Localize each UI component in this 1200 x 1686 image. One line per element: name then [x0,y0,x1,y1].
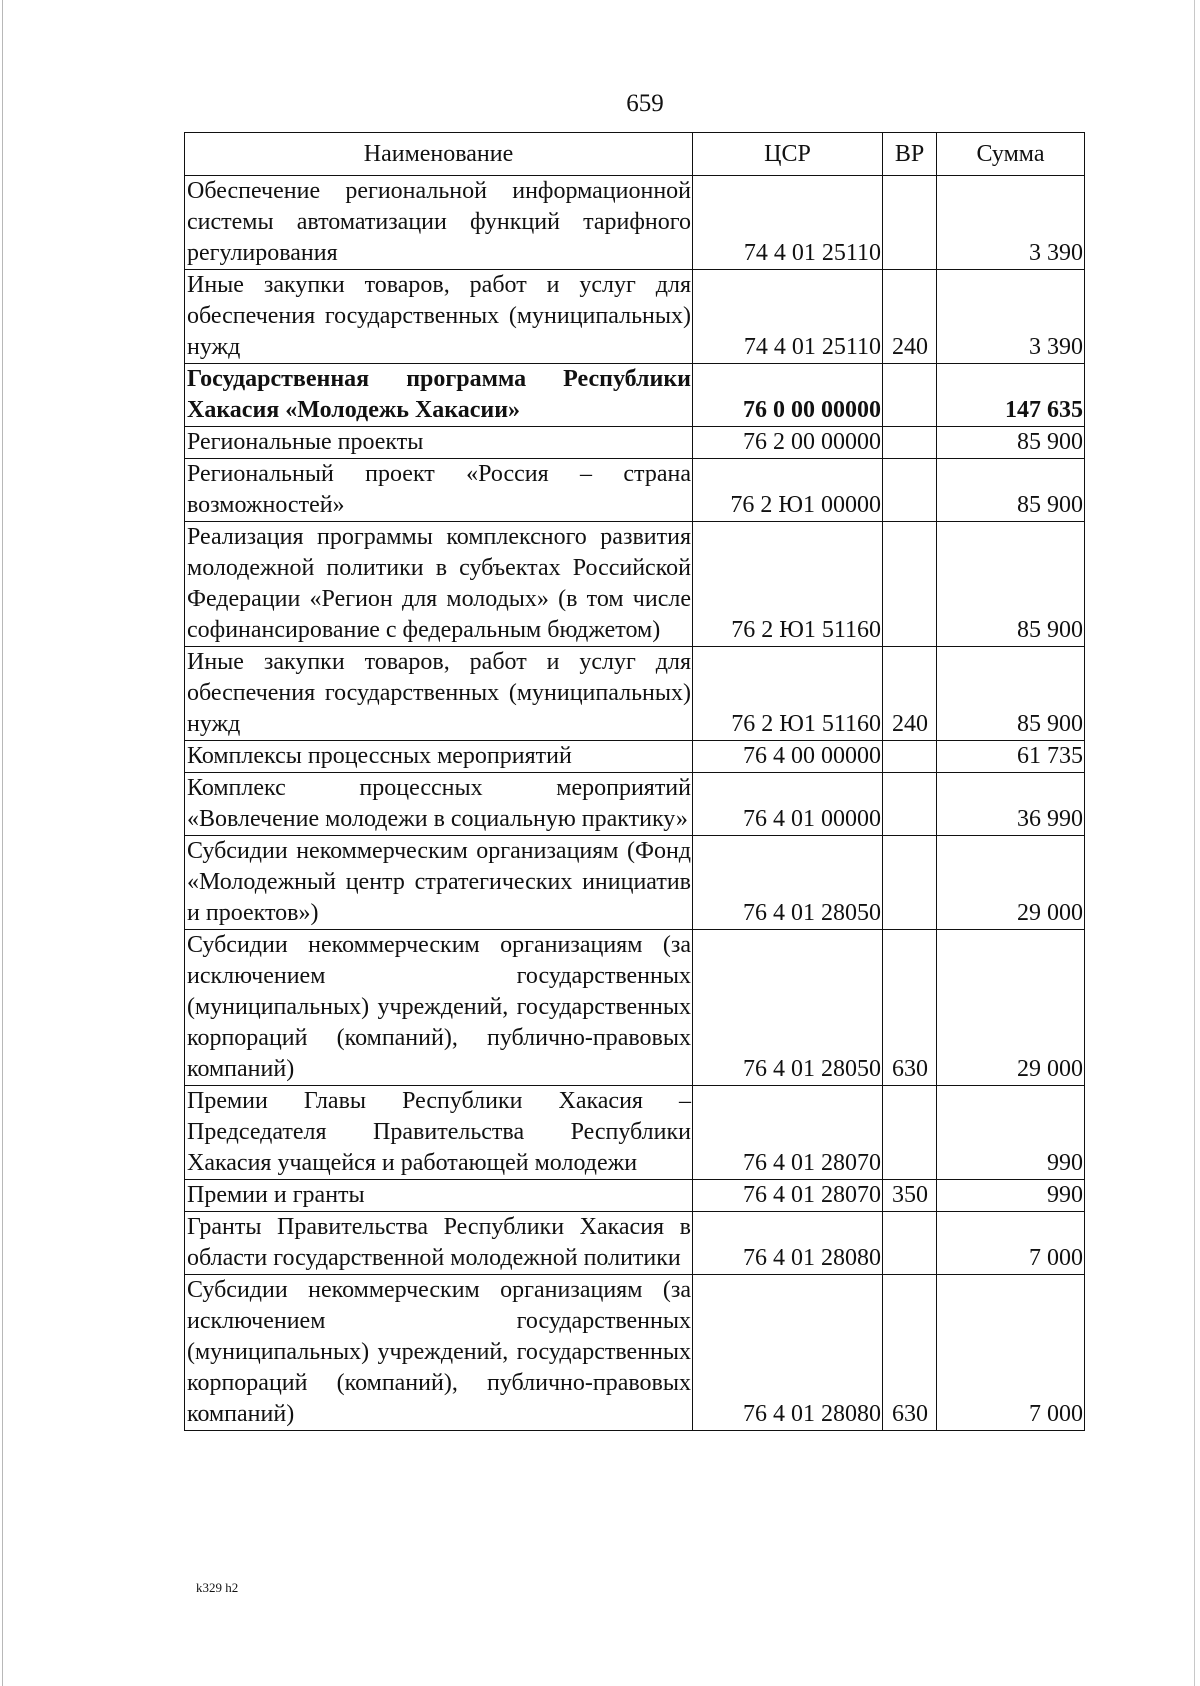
cell-name: Комплексы процессных мероприятий [185,741,693,773]
cell-sum: 85 900 [937,647,1085,741]
table-row [185,836,1085,930]
cell-name: Комплекс процессных мероприятий «Вовлечение молодежи в социальную практику» [185,773,693,836]
table-row [185,930,1085,1086]
table-header-row [185,133,1085,176]
cell-csr: 76 4 01 00000 [693,773,883,836]
cell-csr: 76 4 01 28070 [693,1086,883,1180]
cell-name: Субсидии некоммерческим организациям (Фонд «Молодежный центр стратегических инициатив и проектов») [185,836,693,930]
cell-sum: 3 390 [937,270,1085,364]
footer-code: k329 h2 [196,1580,239,1595]
cell-vr [883,522,937,647]
header-vr: ВР [883,133,937,176]
cell-csr: 76 4 00 00000 [693,741,883,773]
cell-sum: 29 000 [937,930,1085,1086]
table-row [185,522,1085,647]
table-row [185,270,1085,364]
cell-sum: 85 900 [937,522,1085,647]
cell-name: Обеспечение региональной информационной системы автоматизации функций тарифного регулирования [185,176,693,270]
cell-csr: 74 4 01 25110 [693,270,883,364]
table-row [185,427,1085,459]
cell-sum: 990 [937,1086,1085,1180]
cell-sum: 147 635 [937,364,1085,427]
cell-csr: 76 2 Ю1 51160 [693,647,883,741]
cell-name: Премии Главы Республики Хакасия – Председателя Правительства Республики Хакасия учащейся и работающей молодежи [185,1086,693,1180]
cell-vr: 350 [883,1180,937,1212]
cell-sum: 29 000 [937,836,1085,930]
cell-vr [883,459,937,522]
cell-csr: 76 2 Ю1 00000 [693,459,883,522]
table-row [185,364,1085,427]
cell-name: Иные закупки товаров, работ и услуг для обеспечения государственных (муниципальных) нужд [185,647,693,741]
cell-name: Реализация программы комплексного развития молодежной политики в субъектах Российской Федерации «Регион для молодых» (в том числе софинансирование с федеральным бюджетом) [185,522,693,647]
cell-name: Иные закупки товаров, работ и услуг для обеспечения государственных (муниципальных) нужд [185,270,693,364]
budget-table [184,132,1085,1431]
cell-csr: 76 4 01 28050 [693,836,883,930]
cell-sum: 61 735 [937,741,1085,773]
cell-csr: 76 0 00 00000 [693,364,883,427]
page-edge-left [2,0,3,1686]
cell-vr [883,364,937,427]
header-csr: ЦСР [693,133,883,176]
cell-sum: 36 990 [937,773,1085,836]
cell-vr [883,773,937,836]
table-row [185,741,1085,773]
table-row [185,176,1085,270]
cell-vr [883,176,937,270]
table-row [185,1086,1085,1180]
cell-csr: 76 4 01 28070 [693,1180,883,1212]
cell-name: Субсидии некоммерческим организациям (за исключением государственных (муниципальных) учреждений, государственных корпораций (компаний), публично-правовых компаний) [185,1275,693,1431]
cell-name: Региональные проекты [185,427,693,459]
cell-sum: 7 000 [937,1212,1085,1275]
cell-sum: 990 [937,1180,1085,1212]
cell-vr: 630 [883,930,937,1086]
cell-name: Субсидии некоммерческим организациям (за исключением государственных (муниципальных) учреждений, государственных корпораций (компаний), публично-правовых компаний) [185,930,693,1086]
table-row [185,459,1085,522]
cell-sum: 7 000 [937,1275,1085,1431]
cell-name: Государственная программа Республики Хакасия «Молодежь Хакасии» [185,364,693,427]
header-sum: Сумма [937,133,1085,176]
table-row [185,1275,1085,1431]
cell-vr: 240 [883,270,937,364]
table-row [185,773,1085,836]
header-name: Наименование [185,133,693,176]
cell-name: Премии и гранты [185,1180,693,1212]
cell-vr [883,1086,937,1180]
cell-vr [883,427,937,459]
cell-csr: 76 4 01 28080 [693,1275,883,1431]
table-row [185,1180,1085,1212]
cell-name: Гранты Правительства Республики Хакасия в области государственной молодежной политики [185,1212,693,1275]
page-edge-right [1194,0,1195,1686]
cell-sum: 85 900 [937,459,1085,522]
cell-name: Региональный проект «Россия – страна возможностей» [185,459,693,522]
cell-sum: 85 900 [937,427,1085,459]
cell-csr: 76 2 Ю1 51160 [693,522,883,647]
cell-csr: 76 4 01 28080 [693,1212,883,1275]
cell-vr: 240 [883,647,937,741]
table-row [185,1212,1085,1275]
cell-csr: 74 4 01 25110 [693,176,883,270]
table-body [185,176,1085,1431]
table-row [185,647,1085,741]
cell-vr [883,836,937,930]
cell-vr [883,741,937,773]
cell-vr: 630 [883,1275,937,1431]
page-number: 659 [626,90,664,117]
cell-csr: 76 4 01 28050 [693,930,883,1086]
cell-sum: 3 390 [937,176,1085,270]
cell-vr [883,1212,937,1275]
cell-csr: 76 2 00 00000 [693,427,883,459]
